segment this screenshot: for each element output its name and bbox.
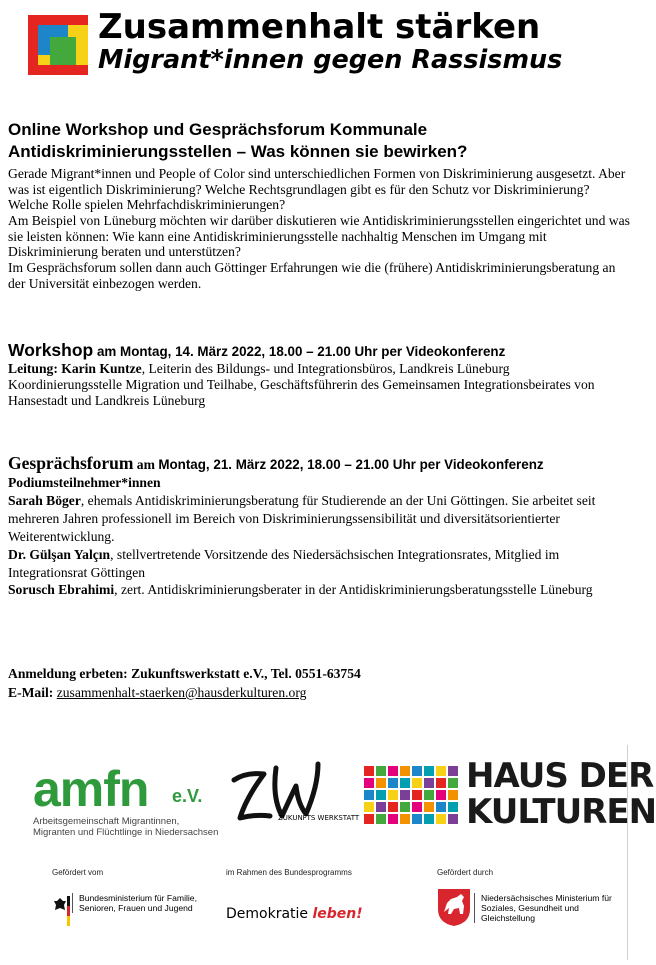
german-flag-icon xyxy=(67,896,70,926)
hdk-grid-square xyxy=(376,790,386,800)
amfn-ev: e.V. xyxy=(172,786,203,806)
hdk-grid-square xyxy=(376,802,386,812)
registration-line: Anmeldung erbeten: Zukunftswerkstatt e.V., Tel. 0551-63754 xyxy=(8,666,361,681)
forum-panel xyxy=(8,474,608,599)
panel-heading: Podiumsteilnehmer*innen xyxy=(8,475,161,490)
event-headline: Online Workshop und Gesprächsforum Kommunale Antidiskriminierungsstellen – Was können sie bewirken? xyxy=(8,120,468,161)
niedersachsen-ministry-text: Niedersächsisches Ministerium für Soziales, Gesundheit und Gleichstellung xyxy=(474,893,631,923)
hdk-grid-square xyxy=(364,814,374,824)
email-label: E-Mail: xyxy=(8,685,57,700)
hdk-grid-square xyxy=(424,802,434,812)
bundesprogramm-label: im Rahmen des Bundesprogramms xyxy=(226,868,352,877)
hdk-grid-square xyxy=(412,766,422,776)
panelist-name: Dr. Gülşan Yalçın xyxy=(8,546,111,562)
panelist xyxy=(8,581,608,599)
amfn-subtitle: Arbeitsgemeinschaft Migrantinnen, Migranten und Flüchtlinge in Niedersachsen xyxy=(33,816,219,838)
hdk-grid-square xyxy=(388,766,398,776)
header-title: Zusammenhalt stärken xyxy=(98,7,541,47)
demokratie-leben-logo xyxy=(226,906,363,922)
hdk-grid-square xyxy=(448,766,458,776)
workshop-lead xyxy=(8,361,608,409)
hdk-grid-square xyxy=(436,766,446,776)
hdk-grid-square xyxy=(400,778,410,788)
hdk-grid-square xyxy=(388,802,398,812)
hdk-grid-square xyxy=(424,766,434,776)
gefoerdert-vom-label: Gefördert vom xyxy=(52,868,104,877)
zukunftswerkstatt-logo-icon xyxy=(226,758,336,840)
federal-eagle-icon xyxy=(53,897,67,915)
hdk-line1: HAUS DER xyxy=(466,756,654,796)
forum-heading xyxy=(8,453,544,474)
hdk-line2: KULTUREN xyxy=(466,792,656,832)
workshop-label: Workshop xyxy=(8,340,94,360)
hdk-grid-square xyxy=(436,778,446,788)
niedersachsen-crest-icon xyxy=(437,887,471,927)
haus-der-kulturen-grid-icon xyxy=(364,766,460,826)
panelist-name: Sarah Böger xyxy=(8,492,81,508)
hdk-grid-square xyxy=(388,778,398,788)
hdk-grid-square xyxy=(388,790,398,800)
forum-label: Gesprächsforum xyxy=(8,453,134,473)
workshop-date: am Montag, 14. März 2022, 18.00 – 21.00 Uhr per Videokonferenz xyxy=(93,344,506,359)
panelist-desc: , stellvertretende Vorsitzende des Niedersächsischen Integrationsrates, Mitglied im Integrationsrat Göttingen xyxy=(8,546,560,580)
panelist-desc: , ehemals Antidiskriminierungsberatung für Studierende an der Uni Göttingen. Sie arbeitet seit mehreren Jahren professionell im Bereich von Diskriminierungssensibilität und diversitätsorientierter Weiterentwicklung. xyxy=(8,492,596,544)
gefoerdert-durch-label: Gefördert durch xyxy=(437,868,494,877)
header-subtitle: Migrant*innen gegen Rassismus xyxy=(98,45,563,75)
intro-paragraph: Im Gesprächsforum sollen dann auch Göttinger Erfahrungen wie die (frühere) Antidiskriminierungsberatung an der Universität einbezogen werden. xyxy=(8,259,616,291)
panelist xyxy=(8,492,608,546)
hdk-grid-square xyxy=(376,778,386,788)
intro-text xyxy=(8,166,630,291)
hdk-grid-square xyxy=(448,778,458,788)
hdk-grid-square xyxy=(412,802,422,812)
hdk-grid-square xyxy=(376,814,386,824)
hdk-grid-square xyxy=(400,814,410,824)
intro-paragraph: Am Beispiel von Lüneburg möchten wir darüber diskutieren wie Antidiskriminierungsstellen eingerichtet und was sie leisten können: Wie kann eine Antidiskriminierungsstelle nachhaltig Menschen im Umgang mit Diskriminierung beraten und unterstützen? xyxy=(8,212,630,260)
hdk-grid-square xyxy=(424,790,434,800)
haus-der-kulturen-logo xyxy=(466,758,656,830)
hdk-grid-square xyxy=(412,778,422,788)
hdk-grid-square xyxy=(376,766,386,776)
hdk-grid-square xyxy=(364,766,374,776)
zukunftswerkstatt-subtitle: ZUKUNFTS WERKSTATT xyxy=(278,814,360,822)
zusammenhalt-logo-icon xyxy=(28,15,88,75)
workshop-lead-name: Leitung: Karin Kuntze xyxy=(8,361,142,376)
intro-paragraph: Gerade Migrant*innen und People of Color sind unterschiedlichen Formen von Diskriminierung ausgesetzt. Aber was ist eigentlich Diskriminierung? Welche Rechtsgrundlagen gibt es für den Schutz vor Diskriminierung? Welche Rolle spielen Mehrfachdiskriminierungen? xyxy=(8,166,626,213)
hdk-grid-square xyxy=(388,814,398,824)
hdk-grid-square xyxy=(424,814,434,824)
hdk-grid-square xyxy=(424,778,434,788)
panelist xyxy=(8,546,608,582)
demo-text: Demokratie xyxy=(226,906,313,922)
hdk-grid-square xyxy=(412,790,422,800)
forum-am: am xyxy=(133,457,159,472)
hdk-grid-square xyxy=(400,802,410,812)
hdk-grid-square xyxy=(448,814,458,824)
hdk-grid-square xyxy=(364,778,374,788)
hdk-grid-square xyxy=(448,790,458,800)
forum-date: Montag, 21. März 2022, 18.00 – 21.00 Uhr per Videokonferenz xyxy=(158,457,544,472)
hdk-grid-square xyxy=(448,802,458,812)
hdk-grid-square xyxy=(436,814,446,824)
demo-leben: leben! xyxy=(312,906,363,922)
registration xyxy=(8,664,608,702)
hdk-grid-square xyxy=(364,790,374,800)
amfn-logo: amfn xyxy=(33,761,149,817)
hdk-grid-square xyxy=(412,814,422,824)
hdk-grid-square xyxy=(400,790,410,800)
panelist-name: Sorusch Ebrahimi xyxy=(8,582,115,598)
email-link[interactable]: zusammenhalt-staerken@hausderkulturen.org xyxy=(56,685,307,700)
workshop-heading xyxy=(8,340,505,361)
panelist-desc: , zert. Antidiskriminierungsberater in der Antidiskriminierungsberatungsstelle Lüneburg xyxy=(114,582,593,598)
bmfsfj-text: Bundesministerium für Familie, Senioren, Frauen und Jugend xyxy=(72,893,219,913)
hdk-grid-square xyxy=(400,766,410,776)
hdk-grid-square xyxy=(364,802,374,812)
hdk-grid-square xyxy=(436,802,446,812)
workshop-lead-desc: , Leiterin des Bildungs- und Integrationsbüros, Landkreis Lüneburg Koordinierungsstelle Migration und Teilhabe, Geschäftsführerin des Gemeinsamen Integrationsbeirates von Hansestadt und Landkreis Lüneburg xyxy=(8,361,595,408)
hdk-grid-square xyxy=(436,790,446,800)
